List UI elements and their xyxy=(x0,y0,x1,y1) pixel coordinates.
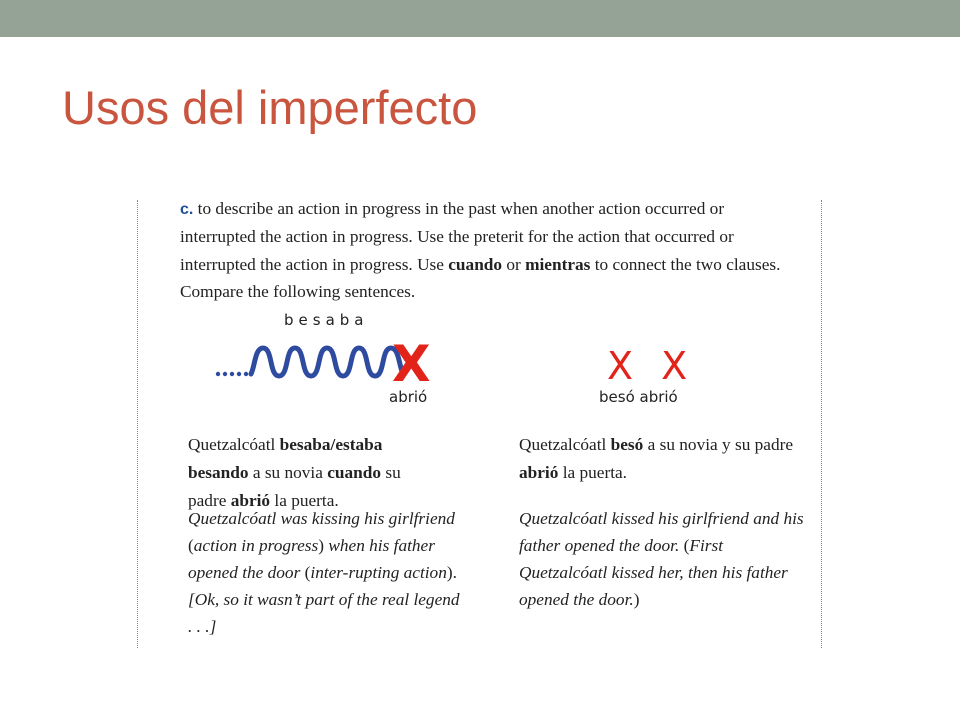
left-dotted-border xyxy=(137,200,138,648)
ongoing-verb-label: besaba xyxy=(284,311,369,329)
gloss-text: action in progress xyxy=(193,536,319,555)
example-left-text: Quetzalcóatl xyxy=(188,435,280,454)
rule-text-2: to connect the two clauses. Compare the following sentences. xyxy=(180,254,781,302)
gloss-text: Quetzalcóatl was kissing his girlfriend xyxy=(188,509,455,528)
example-right-verb-preterit-1: besó xyxy=(610,435,644,454)
example-left-translation xyxy=(188,505,463,640)
gloss-text: Quetzalcóatl kissed his girlfriend and his father opened the door. xyxy=(519,509,804,555)
top-accent-bar xyxy=(0,0,960,37)
example-left-text: la puerta. xyxy=(270,490,339,510)
rule-text-1: to describe an action in progress in the past when another action occurred or interrupted the action in progress. Use the preterit for the action that occurred or interrupted the action in progress. Use xyxy=(180,199,734,274)
rule-text-or: or xyxy=(502,254,526,274)
gloss-paren: ( xyxy=(304,563,311,582)
example-right-sentence xyxy=(519,431,804,487)
rule-letter: c. xyxy=(180,201,194,218)
keyword-cuando: cuando xyxy=(448,254,503,274)
gloss-text: First Quetzalcóatl kissed her, then his father opened the door. xyxy=(519,536,788,609)
gloss-text: inter-rupting action xyxy=(310,563,447,582)
example-right-verb-preterit-2: abrió xyxy=(519,462,559,482)
example-left-cuando: cuando xyxy=(327,462,382,482)
gloss-paren: ) xyxy=(633,590,640,609)
gloss-paren: ). xyxy=(446,563,457,582)
interrupt-verb-label: abrió xyxy=(389,388,428,406)
gloss-text: [Ok, so it wasn’t part of the real legend . . .] xyxy=(188,590,460,636)
rule-description xyxy=(180,195,800,306)
gloss-paren: ) xyxy=(318,536,325,555)
example-left-text: a su novia xyxy=(248,462,328,482)
example-left-verb-preterit: abrió xyxy=(230,490,271,510)
interrupt-x-mark: X xyxy=(392,335,431,393)
sequential-x-marks: X X xyxy=(607,344,696,388)
example-right-text: a su novia y su padre xyxy=(643,435,794,454)
example-left-sentence xyxy=(188,431,443,514)
gloss-text: when his father opened the door xyxy=(188,536,435,582)
slide-title: Usos del imperfecto xyxy=(62,81,478,134)
sequential-verb-labels: besó abrió xyxy=(599,388,678,406)
keyword-mientras: mientras xyxy=(525,254,591,274)
example-left-verb-imperfect: besaba/estaba besando xyxy=(188,435,383,482)
right-dotted-border xyxy=(821,200,822,648)
ongoing-action-wave xyxy=(205,336,415,392)
example-right-text: Quetzalcóatl xyxy=(519,435,611,454)
example-left-text: su padre xyxy=(188,462,401,510)
gloss-paren: ( xyxy=(683,536,690,555)
example-right-translation xyxy=(519,505,804,613)
gloss-paren: ( xyxy=(188,536,194,555)
example-right-text: la puerta. xyxy=(558,462,627,482)
